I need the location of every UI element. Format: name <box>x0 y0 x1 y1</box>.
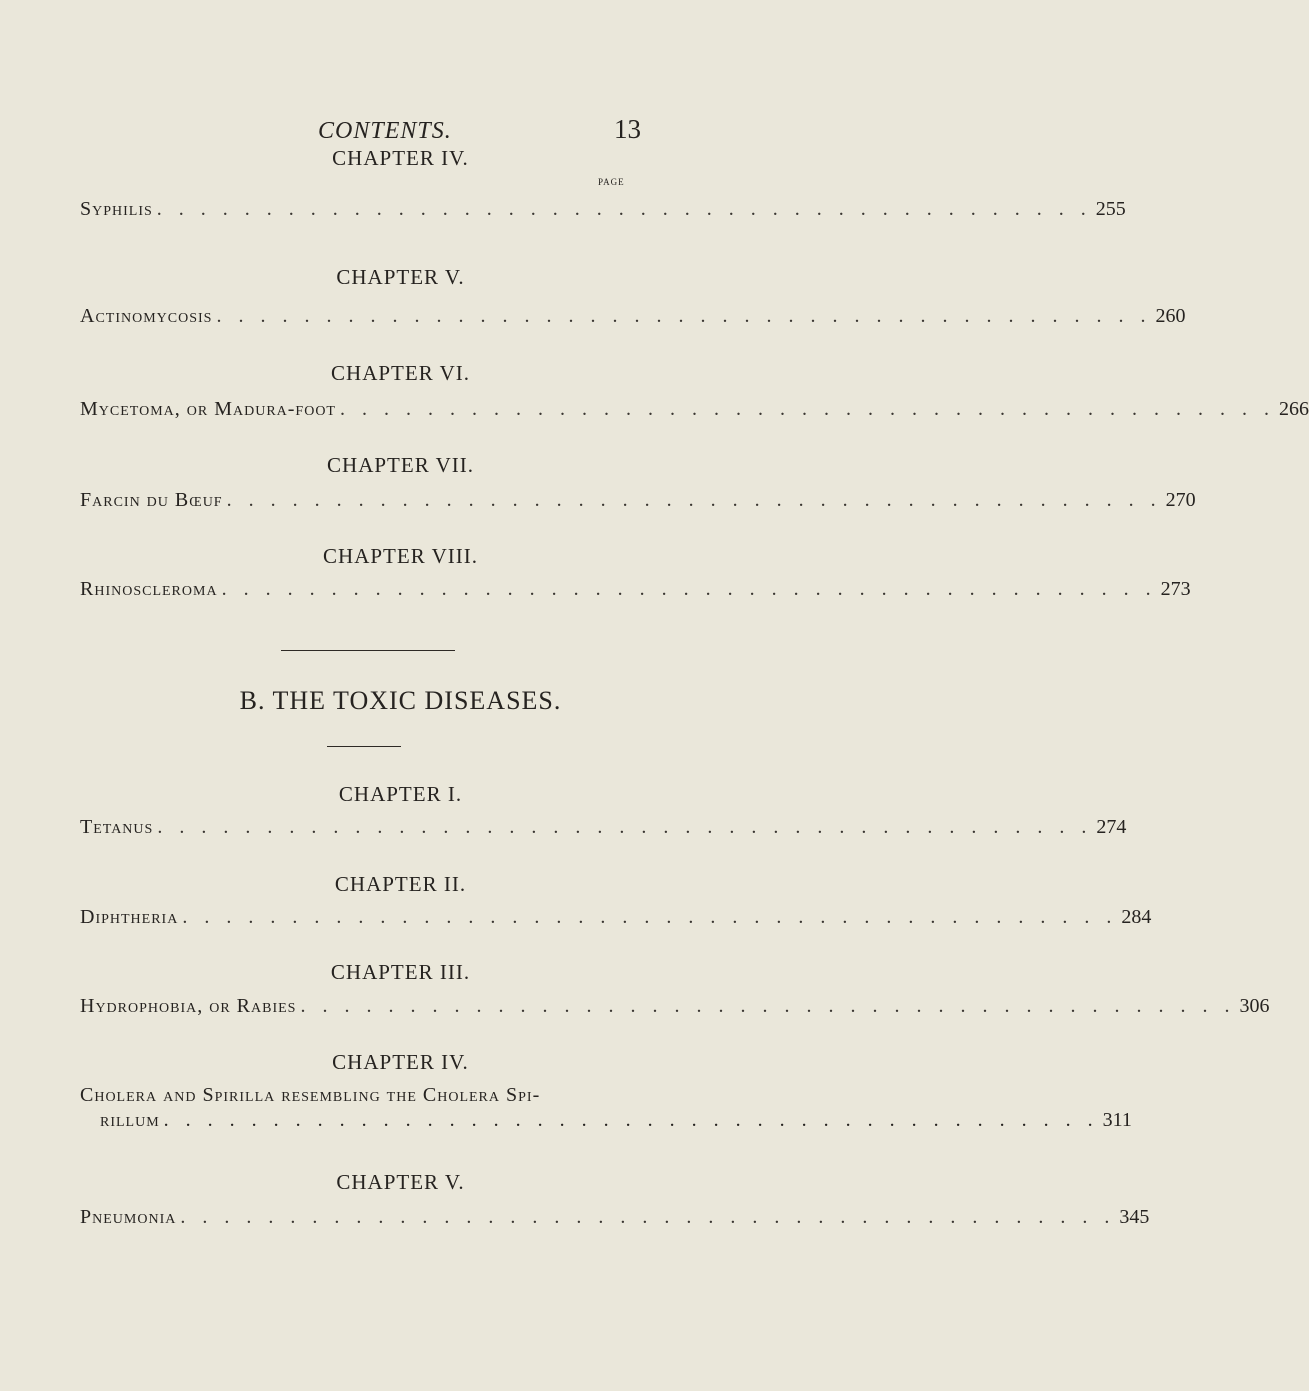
entry-title-line2: rillum <box>100 1109 160 1131</box>
toc-entry <box>80 398 1309 421</box>
section-heading: B. THE TOXIC DISEASES. <box>239 686 562 715</box>
leader-dots: . . . . . . . . . . . . . . . . . . . . . . . . . . . . . . . . . . . . . . . . . . . <box>226 489 1162 511</box>
chapter-heading: CHAPTER II. <box>334 872 467 896</box>
entry-page: 260 <box>1155 305 1186 327</box>
leader-dots: . . . . . . . . . . . . . . . . . . . . . . . . . . . . . . . . . . . . . . . . . . . <box>300 995 1236 1017</box>
entry-title-line1: Cholera and Spirilla resembling the Cholera Spi- <box>80 1084 541 1106</box>
chapter-heading: CHAPTER I. <box>338 782 463 806</box>
running-head: CONTENTS. <box>318 118 452 144</box>
chapter-heading: CHAPTER VIII. <box>323 544 478 568</box>
toc-entry <box>80 816 1127 839</box>
entry-page: 306 <box>1239 995 1270 1017</box>
toc-entry <box>80 906 1152 929</box>
entry-title: Actinomycosis <box>80 305 213 327</box>
entry-title: Farcin du Bœuf <box>80 489 223 511</box>
toc-entry <box>80 578 1191 601</box>
entry-page: 270 <box>1165 489 1196 511</box>
chapter-heading: CHAPTER VI. <box>331 361 470 385</box>
entry-title: Syphilis <box>80 198 153 220</box>
leader-dots: . . . . . . . . . . . . . . . . . . . . . . . . . . . . . . . . . . . . . . . . . . . <box>157 816 1093 838</box>
entry-title: Mycetoma, or Madura-foot <box>80 398 336 420</box>
entry-page: 273 <box>1160 578 1191 600</box>
page-number: 13 <box>614 114 641 144</box>
toc-entry <box>80 305 1186 328</box>
entry-line2 <box>80 1109 1132 1132</box>
entry-title: Hydrophobia, or Rabies <box>80 995 297 1017</box>
leader-dots: . . . . . . . . . . . . . . . . . . . . . . . . . . . . . . . . . . . . . . . . . . . <box>216 305 1152 327</box>
toc-entry <box>80 1206 1150 1229</box>
page-column-label: PAGE <box>598 177 625 187</box>
chapter-heading: CHAPTER V. <box>336 1170 465 1194</box>
toc-entry <box>80 198 1126 221</box>
chapter-heading: CHAPTER III. <box>330 960 471 984</box>
leader-dots: . . . . . . . . . . . . . . . . . . . . . . . . . . . . . . . . . . . . . . . . . . . <box>180 1206 1116 1228</box>
chapter-heading: CHAPTER IV. <box>332 146 469 170</box>
chapter-heading: CHAPTER IV. <box>332 1050 469 1074</box>
entry-title: Tetanus <box>80 816 154 838</box>
entry-page: 311 <box>1102 1109 1132 1131</box>
toc-entry <box>80 489 1196 512</box>
leader-dots: . . . . . . . . . . . . . . . . . . . . . . . . . . . . . . . . . . . . . . . . . . . <box>156 198 1092 220</box>
entry-page: 266 <box>1278 398 1309 420</box>
entry-title: Diphtheria <box>80 906 179 928</box>
divider-rule <box>327 746 401 747</box>
leader-dots: . . . . . . . . . . . . . . . . . . . . . . . . . . . . . . . . . . . . . . . . . . . <box>221 578 1157 600</box>
entry-page: 274 <box>1096 816 1127 838</box>
entry-page: 345 <box>1119 1206 1150 1228</box>
divider-rule <box>281 650 455 651</box>
chapter-heading: CHAPTER V. <box>336 265 465 289</box>
entry-title: Rhinoscleroma <box>80 578 218 600</box>
leader-dots: . . . . . . . . . . . . . . . . . . . . . . . . . . . . . . . . . . . . . . . . . . . <box>339 398 1275 420</box>
chapter-heading: CHAPTER VII. <box>327 453 474 477</box>
entry-title: Pneumonia <box>80 1206 177 1228</box>
toc-entry <box>80 995 1270 1018</box>
leader-dots: . . . . . . . . . . . . . . . . . . . . . . . . . . . . . . . . . . . . . . . . . . . <box>163 1109 1099 1131</box>
leader-dots: . . . . . . . . . . . . . . . . . . . . . . . . . . . . . . . . . . . . . . . . . . . <box>182 906 1118 928</box>
entry-page: 255 <box>1095 198 1126 220</box>
entry-page: 284 <box>1121 906 1152 928</box>
toc-entry <box>80 1084 1132 1132</box>
